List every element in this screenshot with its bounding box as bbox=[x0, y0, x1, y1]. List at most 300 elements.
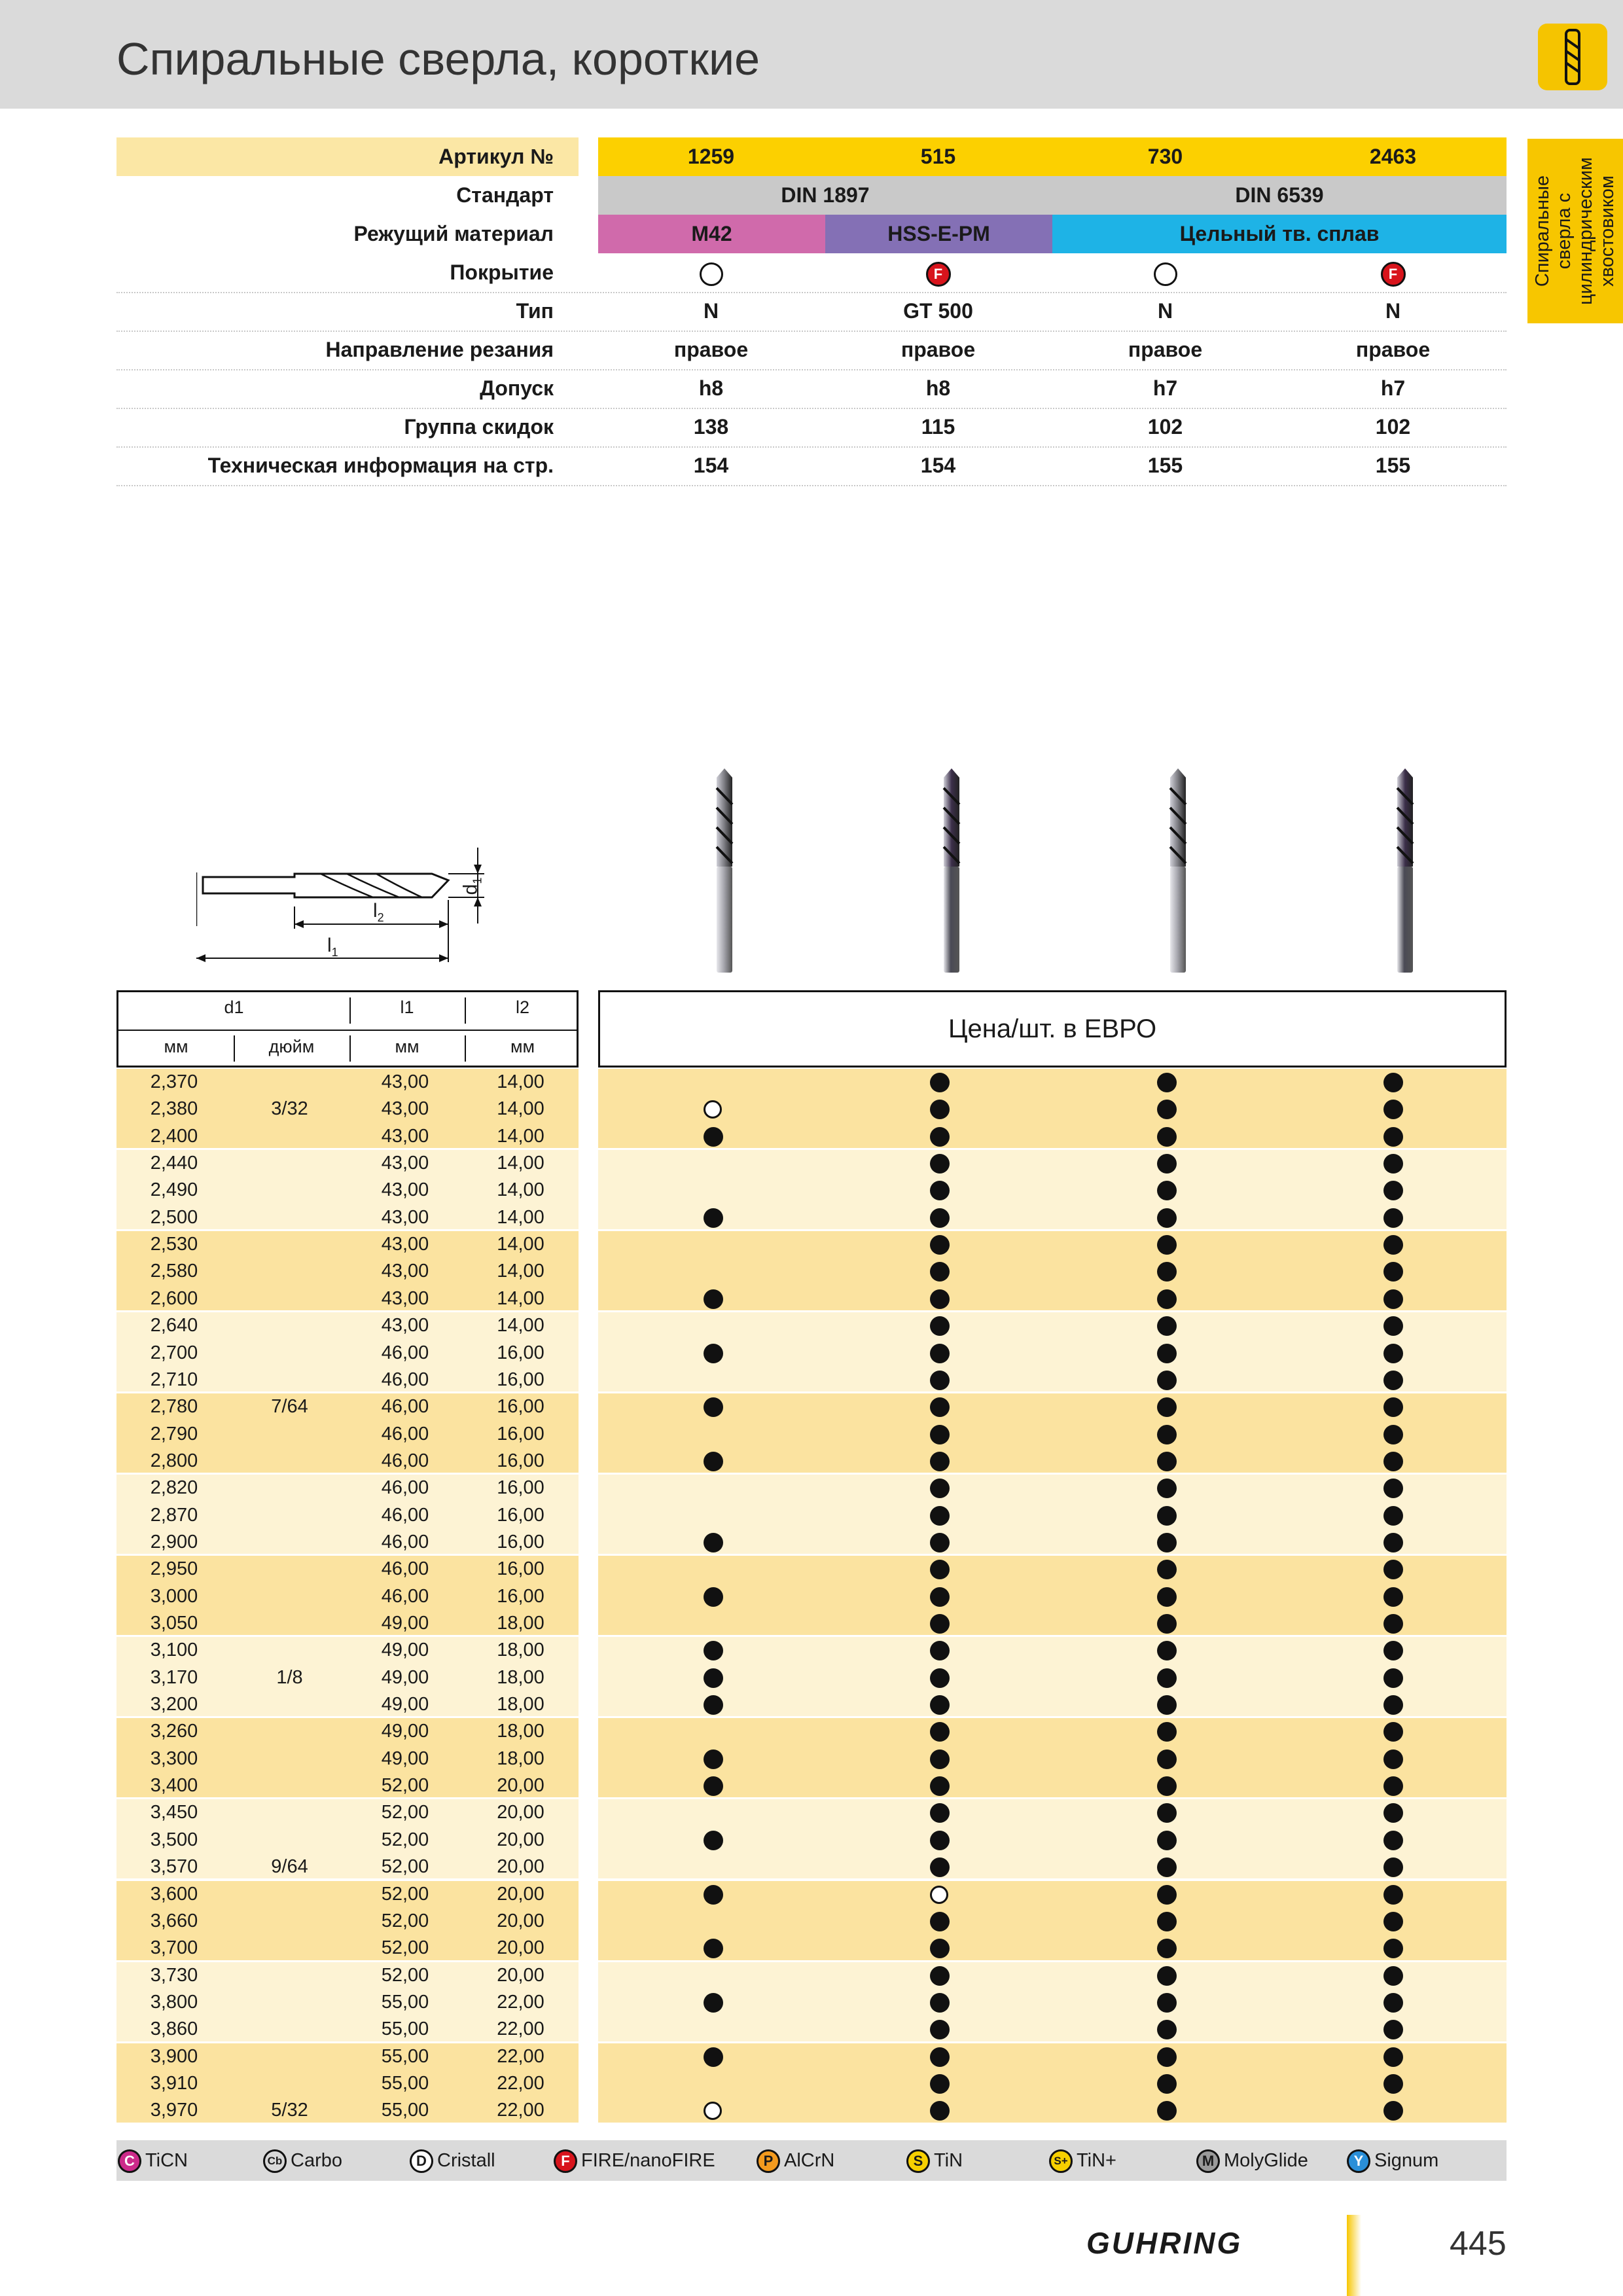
cell-l1: 43,00 bbox=[381, 1179, 429, 1201]
in-stock-icon bbox=[704, 1587, 723, 1607]
spec-value: 115 bbox=[921, 415, 955, 439]
cell-l2: 20,00 bbox=[497, 1775, 544, 1797]
cell-d: 3,600 bbox=[150, 1883, 198, 1905]
in-stock-icon bbox=[930, 1181, 950, 1200]
in-stock-icon bbox=[1383, 2020, 1403, 2039]
table-row bbox=[116, 1718, 1507, 1745]
cell-inch bbox=[232, 1502, 348, 1529]
in-stock-icon bbox=[1383, 1289, 1403, 1309]
in-stock-icon bbox=[1383, 1912, 1403, 1931]
spec-label-material: Режущий материал bbox=[353, 222, 554, 245]
mm-header-l2: мм bbox=[510, 1037, 535, 1056]
in-stock-icon bbox=[1157, 1208, 1177, 1228]
legend-label: TiN+ bbox=[1077, 2150, 1116, 2171]
in-stock-icon bbox=[704, 1208, 723, 1228]
material-cell: HSS-E-PM bbox=[825, 215, 1052, 253]
in-stock-icon bbox=[930, 1316, 950, 1336]
table-row bbox=[116, 1962, 1507, 1989]
cell-l2: 22,00 bbox=[497, 2072, 544, 2094]
in-stock-icon bbox=[1383, 1397, 1403, 1417]
in-stock-icon bbox=[930, 1722, 950, 1742]
cell-l1: 52,00 bbox=[381, 1856, 429, 1878]
cell-l2: 20,00 bbox=[497, 1802, 544, 1823]
legend-label: MolyGlide bbox=[1224, 2150, 1308, 2171]
cell-l2: 22,00 bbox=[497, 2018, 544, 2040]
cell-inch bbox=[232, 1177, 348, 1204]
in-stock-icon bbox=[930, 1614, 950, 1634]
cell-d: 2,490 bbox=[150, 1179, 198, 1201]
spec-value: правое bbox=[673, 338, 749, 361]
in-stock-icon bbox=[1157, 1316, 1177, 1336]
coating-cell bbox=[1052, 253, 1279, 292]
fire-coating-icon: F bbox=[926, 262, 951, 287]
coating-badge-icon: S bbox=[906, 2149, 930, 2173]
coating-cell bbox=[825, 253, 1052, 292]
drill-bit-image bbox=[1165, 768, 1191, 977]
spec-row-type bbox=[116, 292, 1507, 332]
cell-l2: 16,00 bbox=[497, 1450, 544, 1471]
in-stock-icon bbox=[1157, 1181, 1177, 1200]
in-stock-icon bbox=[930, 1803, 950, 1823]
dimension-diagram bbox=[196, 848, 524, 969]
table-row bbox=[116, 1177, 1507, 1204]
legend-item bbox=[906, 2147, 963, 2174]
in-stock-icon bbox=[1157, 1966, 1177, 1986]
in-stock-icon bbox=[1383, 1235, 1403, 1255]
spec-value: правое bbox=[901, 338, 976, 361]
uncoated-icon bbox=[1154, 262, 1177, 286]
spec-value: h7 bbox=[1380, 376, 1406, 400]
legend-item bbox=[1049, 2147, 1116, 2174]
in-stock-icon bbox=[1383, 1803, 1403, 1823]
table-row bbox=[116, 1258, 1507, 1285]
in-stock-icon bbox=[1157, 2074, 1177, 2094]
in-stock-icon bbox=[930, 1100, 950, 1119]
in-stock-icon bbox=[704, 1776, 723, 1796]
cell-inch bbox=[232, 1367, 348, 1393]
in-stock-icon bbox=[930, 1289, 950, 1309]
in-stock-icon bbox=[930, 1587, 950, 1607]
in-stock-icon bbox=[1383, 1127, 1403, 1147]
table-row bbox=[116, 1204, 1507, 1231]
available-on-request-icon bbox=[704, 1100, 722, 1119]
legend-item bbox=[410, 2147, 495, 2174]
in-stock-icon bbox=[930, 1749, 950, 1769]
legend-item bbox=[263, 2147, 342, 2174]
spec-label-standard: Стандарт bbox=[456, 183, 554, 207]
standard-cell: DIN 1897 bbox=[598, 176, 1052, 215]
cell-inch bbox=[232, 1258, 348, 1285]
drill-bit-image bbox=[938, 768, 965, 977]
in-stock-icon bbox=[1157, 2047, 1177, 2067]
in-stock-icon bbox=[1383, 1452, 1403, 1471]
dimension-header bbox=[116, 990, 579, 1067]
cell-l1: 43,00 bbox=[381, 1315, 429, 1336]
cell-l2: 18,00 bbox=[497, 1613, 544, 1634]
cell-l2: 16,00 bbox=[497, 1477, 544, 1499]
cell-d: 3,450 bbox=[150, 1802, 198, 1823]
cell-d: 3,400 bbox=[150, 1775, 198, 1797]
in-stock-icon bbox=[1383, 1560, 1403, 1579]
divider bbox=[234, 1035, 235, 1062]
in-stock-icon bbox=[1383, 1181, 1403, 1200]
table-row bbox=[116, 1881, 1507, 1908]
divider bbox=[118, 1030, 577, 1031]
spec-row-direction bbox=[116, 331, 1507, 370]
cell-d: 3,500 bbox=[150, 1829, 198, 1850]
cell-l2: 20,00 bbox=[497, 1964, 544, 1986]
cell-l2: 22,00 bbox=[497, 2100, 544, 2121]
table-row bbox=[116, 1799, 1507, 1826]
cell-l1: 43,00 bbox=[381, 1098, 429, 1120]
table-row bbox=[116, 2097, 1507, 2124]
cell-l1: 49,00 bbox=[381, 1640, 429, 1661]
in-stock-icon bbox=[930, 1397, 950, 1417]
cell-d: 2,710 bbox=[150, 1369, 198, 1390]
spec-value: h7 bbox=[1152, 376, 1178, 400]
table-row bbox=[116, 1827, 1507, 1854]
cell-d: 3,660 bbox=[150, 1910, 198, 1931]
article-number: 515 bbox=[920, 145, 956, 168]
cell-d: 2,950 bbox=[150, 1558, 198, 1580]
standard-cell: DIN 6539 bbox=[1052, 176, 1507, 215]
cell-l1: 49,00 bbox=[381, 1721, 429, 1742]
in-stock-icon bbox=[704, 1831, 723, 1850]
cell-l2: 16,00 bbox=[497, 1342, 544, 1363]
in-stock-icon bbox=[1157, 1100, 1177, 1119]
in-stock-icon bbox=[930, 1452, 950, 1471]
legend-item bbox=[757, 2147, 834, 2174]
legend-item bbox=[118, 2147, 188, 2174]
table-row bbox=[116, 1989, 1507, 2016]
l1-label: $l_1$ bbox=[327, 935, 338, 959]
legend-label: Cristall bbox=[437, 2150, 495, 2171]
cell-d: 2,580 bbox=[150, 1261, 198, 1282]
cell-inch bbox=[232, 1448, 348, 1475]
spec-row-article bbox=[116, 137, 1507, 176]
cell-l1: 43,00 bbox=[381, 1261, 429, 1282]
cell-inch bbox=[232, 1583, 348, 1610]
cell-l2: 14,00 bbox=[497, 1287, 544, 1309]
spec-value: 155 bbox=[1375, 454, 1411, 477]
cell-l1: 52,00 bbox=[381, 1883, 429, 1905]
in-stock-icon bbox=[930, 1371, 950, 1390]
cell-l1: 52,00 bbox=[381, 1829, 429, 1850]
l2-header: l2 bbox=[515, 997, 529, 1017]
cell-d: 3,700 bbox=[150, 1937, 198, 1959]
in-stock-icon bbox=[1157, 1073, 1177, 1092]
cell-inch bbox=[232, 1069, 348, 1096]
cell-l2: 14,00 bbox=[497, 1179, 544, 1201]
in-stock-icon bbox=[1383, 1695, 1403, 1715]
in-stock-icon bbox=[1383, 1587, 1403, 1607]
cell-d: 2,780 bbox=[150, 1396, 198, 1418]
cell-inch bbox=[232, 1799, 348, 1826]
in-stock-icon bbox=[930, 1154, 950, 1174]
in-stock-icon bbox=[1157, 1587, 1177, 1607]
cell-d: 2,500 bbox=[150, 1206, 198, 1228]
spec-row-tolerance bbox=[116, 369, 1507, 409]
in-stock-icon bbox=[704, 1993, 723, 2013]
in-stock-icon bbox=[1383, 1668, 1403, 1688]
cell-d: 3,260 bbox=[150, 1721, 198, 1742]
cell-l1: 49,00 bbox=[381, 1694, 429, 1715]
coating-cell bbox=[1279, 253, 1507, 292]
in-stock-icon bbox=[704, 1668, 723, 1688]
cell-inch bbox=[232, 1962, 348, 1989]
cell-inch bbox=[232, 1610, 348, 1637]
cell-l2: 16,00 bbox=[497, 1423, 544, 1444]
cell-inch bbox=[232, 1204, 348, 1231]
cell-l1: 46,00 bbox=[381, 1504, 429, 1526]
side-tab bbox=[1527, 139, 1623, 323]
spec-label-type: Тип bbox=[516, 299, 554, 323]
divider bbox=[465, 1035, 466, 1062]
cell-d: 3,000 bbox=[150, 1585, 198, 1607]
cell-l2: 14,00 bbox=[497, 1071, 544, 1092]
in-stock-icon bbox=[704, 1452, 723, 1471]
page-title: Спиральные сверла, короткие bbox=[116, 33, 760, 84]
cell-inch: 3/32 bbox=[271, 1098, 308, 1120]
article-number: 2463 bbox=[1369, 145, 1417, 168]
cell-inch bbox=[232, 1746, 348, 1772]
cell-l2: 22,00 bbox=[497, 1991, 544, 2013]
in-stock-icon bbox=[1383, 1262, 1403, 1282]
cell-d: 2,400 bbox=[150, 1125, 198, 1147]
spec-value: правое bbox=[1355, 338, 1431, 361]
spec-label-discount: Группа скидок bbox=[404, 415, 554, 439]
table-row bbox=[116, 1150, 1507, 1177]
cell-inch bbox=[232, 1881, 348, 1908]
cell-l2: 20,00 bbox=[497, 1937, 544, 1959]
cell-d: 3,970 bbox=[150, 2100, 198, 2121]
in-stock-icon bbox=[1157, 1939, 1177, 1958]
in-stock-icon bbox=[930, 1560, 950, 1579]
cell-inch bbox=[232, 1989, 348, 2016]
table-row bbox=[116, 1583, 1507, 1610]
cell-inch bbox=[232, 1935, 348, 1962]
table-row bbox=[116, 2070, 1507, 2097]
available-on-request-icon bbox=[930, 1886, 948, 1904]
in-stock-icon bbox=[930, 2074, 950, 2094]
cell-inch bbox=[232, 1529, 348, 1556]
coating-badge-icon: M bbox=[1196, 2149, 1220, 2173]
in-stock-icon bbox=[704, 1127, 723, 1147]
cell-d: 3,800 bbox=[150, 1991, 198, 2013]
cell-d: 2,440 bbox=[150, 1153, 198, 1174]
spec-value: правое bbox=[1128, 338, 1203, 361]
cell-l2: 14,00 bbox=[497, 1098, 544, 1120]
inch-header: дюйм bbox=[268, 1037, 315, 1056]
cell-l2: 18,00 bbox=[497, 1640, 544, 1661]
cell-l2: 22,00 bbox=[497, 2045, 544, 2067]
table-row bbox=[116, 1664, 1507, 1691]
in-stock-icon bbox=[930, 1776, 950, 1796]
cell-inch: 1/8 bbox=[276, 1666, 303, 1688]
in-stock-icon bbox=[1383, 1100, 1403, 1119]
cell-d: 2,870 bbox=[150, 1504, 198, 1526]
legend-label: FIRE/nanoFIRE bbox=[581, 2150, 715, 2171]
drill-bit-image bbox=[1392, 768, 1418, 977]
cell-l1: 49,00 bbox=[381, 1748, 429, 1769]
available-on-request-icon bbox=[704, 2102, 722, 2120]
in-stock-icon bbox=[930, 1939, 950, 1958]
spec-label-direction: Направление резания bbox=[325, 338, 554, 361]
cell-d: 3,730 bbox=[150, 1964, 198, 1986]
cell-l1: 52,00 bbox=[381, 1802, 429, 1823]
cell-l1: 43,00 bbox=[381, 1206, 429, 1228]
spec-value: h8 bbox=[925, 376, 951, 400]
in-stock-icon bbox=[1383, 1857, 1403, 1877]
cell-l2: 14,00 bbox=[497, 1261, 544, 1282]
table-row bbox=[116, 1529, 1507, 1556]
d1-header: d1 bbox=[224, 997, 244, 1017]
in-stock-icon bbox=[930, 2047, 950, 2067]
legend-label: Carbo bbox=[291, 2150, 342, 2171]
spec-row-standard bbox=[116, 176, 1507, 215]
table-row bbox=[116, 1610, 1507, 1637]
cell-l2: 18,00 bbox=[497, 1748, 544, 1769]
in-stock-icon bbox=[1157, 1371, 1177, 1390]
fire-coating-icon: F bbox=[1381, 262, 1406, 287]
in-stock-icon bbox=[1383, 2074, 1403, 2094]
cell-inch bbox=[232, 1340, 348, 1367]
cell-inch bbox=[232, 2043, 348, 2070]
legend-label: Signum bbox=[1374, 2150, 1439, 2171]
spec-value: h8 bbox=[698, 376, 724, 400]
in-stock-icon bbox=[930, 1533, 950, 1552]
in-stock-icon bbox=[930, 1912, 950, 1931]
spec-label-coating: Покрытие bbox=[450, 260, 554, 284]
cell-d: 2,640 bbox=[150, 1315, 198, 1336]
coating-badge-icon: P bbox=[757, 2149, 780, 2173]
drill-bit-image bbox=[711, 768, 738, 977]
cell-l1: 46,00 bbox=[381, 1558, 429, 1580]
in-stock-icon bbox=[1157, 1885, 1177, 1905]
d1-label: $d_1$ bbox=[459, 877, 484, 895]
cell-d: 2,600 bbox=[150, 1287, 198, 1309]
in-stock-icon bbox=[704, 1397, 723, 1417]
in-stock-icon bbox=[1157, 1533, 1177, 1552]
cell-l1: 46,00 bbox=[381, 1585, 429, 1607]
in-stock-icon bbox=[1383, 1966, 1403, 1986]
cell-l2: 16,00 bbox=[497, 1585, 544, 1607]
in-stock-icon bbox=[1383, 1344, 1403, 1363]
cell-inch: 9/64 bbox=[271, 1856, 308, 1878]
spec-label-techinfo: Техническая информация на стр. bbox=[207, 454, 554, 477]
cell-d: 3,860 bbox=[150, 2018, 198, 2040]
cell-inch: 5/32 bbox=[271, 2100, 308, 2121]
in-stock-icon bbox=[1157, 1912, 1177, 1931]
cell-l1: 52,00 bbox=[381, 1937, 429, 1959]
in-stock-icon bbox=[1157, 1127, 1177, 1147]
spec-value: N bbox=[1157, 299, 1173, 323]
table-row bbox=[116, 1854, 1507, 1880]
legend-label: TiCN bbox=[145, 2150, 188, 2171]
table-row bbox=[116, 1475, 1507, 1501]
spec-row-techinfo bbox=[116, 446, 1507, 486]
in-stock-icon bbox=[930, 1262, 950, 1282]
l2-label: $l_2$ bbox=[373, 900, 384, 924]
in-stock-icon bbox=[1157, 1235, 1177, 1255]
cell-d: 2,800 bbox=[150, 1450, 198, 1471]
in-stock-icon bbox=[704, 1641, 723, 1660]
spec-label-tolerance: Допуск bbox=[480, 376, 554, 400]
cell-l1: 46,00 bbox=[381, 1450, 429, 1471]
legend-label: AlCrN bbox=[784, 2150, 835, 2171]
article-number: 1259 bbox=[687, 145, 735, 168]
cell-inch bbox=[232, 1827, 348, 1854]
cell-inch bbox=[232, 1150, 348, 1177]
spec-value: 138 bbox=[693, 415, 729, 439]
coating-cell bbox=[597, 253, 825, 292]
cell-inch bbox=[232, 1312, 348, 1339]
in-stock-icon bbox=[930, 1073, 950, 1092]
cell-l2: 16,00 bbox=[497, 1504, 544, 1526]
cell-l2: 20,00 bbox=[497, 1856, 544, 1878]
spec-row-material bbox=[116, 215, 1507, 253]
in-stock-icon bbox=[1383, 1316, 1403, 1336]
in-stock-icon bbox=[930, 1506, 950, 1526]
cell-l1: 55,00 bbox=[381, 2072, 429, 2094]
in-stock-icon bbox=[930, 1831, 950, 1850]
spec-value: 155 bbox=[1147, 454, 1183, 477]
table-row bbox=[116, 1393, 1507, 1420]
in-stock-icon bbox=[1383, 1614, 1403, 1634]
in-stock-icon bbox=[930, 1479, 950, 1498]
in-stock-icon bbox=[1157, 1425, 1177, 1444]
in-stock-icon bbox=[1157, 1344, 1177, 1363]
cell-d: 3,170 bbox=[150, 1666, 198, 1688]
table-row bbox=[116, 1637, 1507, 1664]
cell-d: 2,370 bbox=[150, 1071, 198, 1092]
cell-inch bbox=[232, 1908, 348, 1935]
cell-l2: 16,00 bbox=[497, 1531, 544, 1552]
table-row bbox=[116, 1312, 1507, 1339]
table-row bbox=[116, 1935, 1507, 1962]
table-row bbox=[116, 1340, 1507, 1367]
cell-inch bbox=[232, 1637, 348, 1664]
page-number: 445 bbox=[1450, 2225, 1507, 2263]
cell-d: 2,790 bbox=[150, 1423, 198, 1444]
in-stock-icon bbox=[704, 1533, 723, 1552]
legend-label: TiN bbox=[934, 2150, 963, 2171]
material-cell: Цельный тв. сплав bbox=[1052, 215, 1507, 253]
article-number: 730 bbox=[1147, 145, 1183, 168]
in-stock-icon bbox=[1383, 1479, 1403, 1498]
in-stock-icon bbox=[1383, 1831, 1403, 1850]
cell-l1: 43,00 bbox=[381, 1071, 429, 1092]
cell-d: 3,900 bbox=[150, 2045, 198, 2067]
in-stock-icon bbox=[1157, 1397, 1177, 1417]
divider bbox=[349, 997, 351, 1024]
in-stock-icon bbox=[1383, 2101, 1403, 2121]
cell-d: 3,200 bbox=[150, 1694, 198, 1715]
legend-item bbox=[1347, 2147, 1438, 2174]
l1-header: l1 bbox=[400, 997, 414, 1017]
cell-l1: 55,00 bbox=[381, 2018, 429, 2040]
in-stock-icon bbox=[930, 1208, 950, 1228]
price-header: Цена/шт. в ЕВРО bbox=[598, 990, 1507, 1067]
cell-inch bbox=[232, 1285, 348, 1312]
cell-l2: 20,00 bbox=[497, 1910, 544, 1931]
in-stock-icon bbox=[1383, 1425, 1403, 1444]
mm-header-l1: мм bbox=[395, 1037, 419, 1056]
cell-l2: 14,00 bbox=[497, 1206, 544, 1228]
divider bbox=[349, 1035, 351, 1062]
cell-l1: 52,00 bbox=[381, 1775, 429, 1797]
cell-l1: 46,00 bbox=[381, 1342, 429, 1363]
